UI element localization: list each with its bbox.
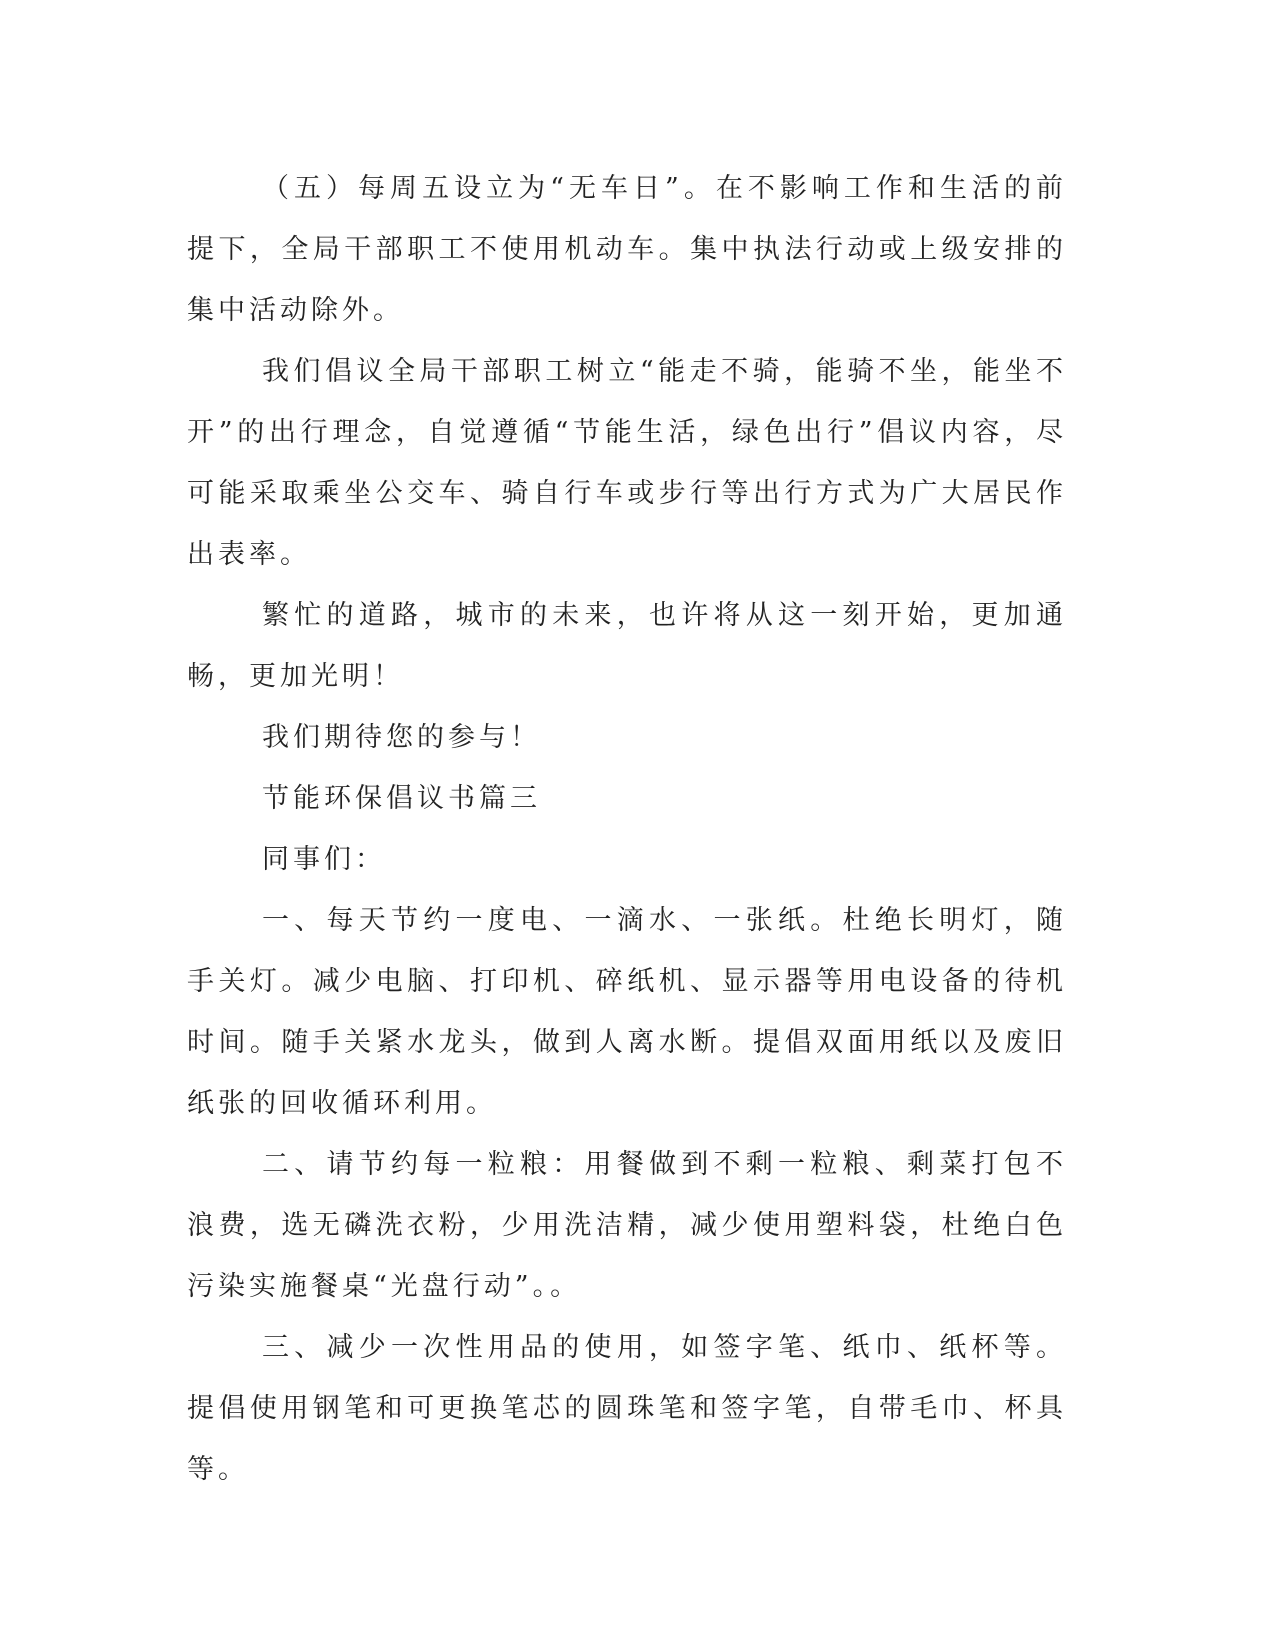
paragraph-travel-concept: 我们倡议全局干部职工树立“能走不骑，能骑不坐，能坐不开”的出行理念，自觉遵循“节能生活，绿色出行”倡议内容，尽可能采取乘坐公交车、骑自行车或步行等出行方式为广大居民作出表率。 <box>187 356 1067 570</box>
paragraph-participation: 我们期待您的参与！ <box>262 722 541 753</box>
section-title: 节能环保倡议书篇三 <box>262 783 541 814</box>
paragraph-item-two: 二、请节约每一粒粮：用餐做到不剩一粒粮、剩菜打包不浪费，选无磷洗衣粉，少用洗洁精，减少使用塑料袋，杜绝白色污染实施餐桌“光盘行动”。。 <box>187 1149 1067 1302</box>
paragraph-item-three: 三、减少一次性用品的使用，如签字笔、纸巾、纸杯等。提倡使用钢笔和可更换笔芯的圆珠笔和签字笔，自带毛巾、杯具等。 <box>187 1332 1067 1485</box>
salutation: 同事们： <box>262 844 386 875</box>
paragraph-future: 繁忙的道路，城市的未来，也许将从这一刻开始，更加通畅，更加光明！ <box>187 600 1067 692</box>
paragraph-item-one: 一、每天节约一度电、一滴水、一张纸。杜绝长明灯，随手关灯。减少电脑、打印机、碎纸机、显示器等用电设备的待机时间。随手关紧水龙头，做到人离水断。提倡双面用纸以及废旧纸张的回收循环利用。 <box>187 905 1067 1119</box>
document-body <box>187 158 1067 1500</box>
paragraph-no-car-day: （五）每周五设立为“无车日”。在不影响工作和生活的前提下，全局干部职工不使用机动车。集中执法行动或上级安排的集中活动除外。 <box>187 173 1067 326</box>
